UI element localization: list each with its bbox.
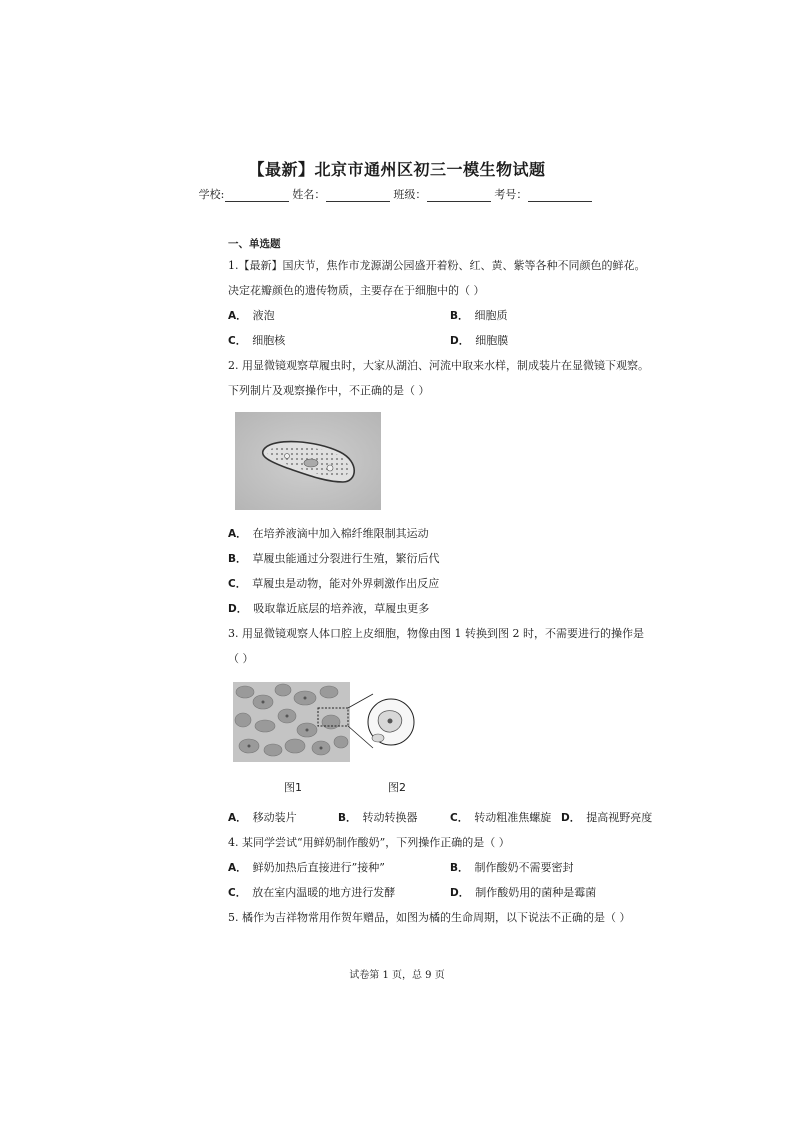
question-1-stem-line-2: 决定花瓣颜色的遗传物质，主要存在于细胞中的（ ） — [228, 284, 485, 297]
question-3-option-c: C． 转动粗准焦螺旋 — [450, 811, 552, 824]
epithelial-cells-figure — [233, 682, 415, 762]
figure-2-label: 图2 — [388, 781, 406, 794]
school-blank — [225, 190, 289, 202]
student-info-line — [0, 186, 794, 202]
question-1-option-a: A． 液泡 — [228, 309, 275, 322]
question-1-stem-line-1: 1.【最新】国庆节，焦作市龙源湖公园盛开着粉、红、黄、紫等各种不同颜色的鲜花。 — [228, 259, 646, 272]
name-label: 姓名： — [292, 188, 326, 201]
exam-no-blank — [528, 190, 592, 202]
question-2-stem-line-2: 下列制片及观察操作中，不正确的是（ ） — [228, 384, 430, 397]
question-4-option-a: A． 鲜奶加热后直接进行”接种” — [228, 861, 385, 874]
question-2-stem-line-1: 2. 用显微镜观察草履虫时，大家从湖泊、河流中取来水样，制成装片在显微镜下观察。 — [228, 359, 649, 372]
figure-1-label: 图1 — [284, 781, 302, 794]
question-1-option-b: B． 细胞质 — [450, 309, 508, 322]
epithelial-cells-image-icon — [233, 682, 415, 762]
question-2-option-b: B． 草履虫能通过分裂进行生殖，繁衍后代 — [228, 552, 440, 565]
page-title: 【最新】北京市通州区初三一模生物试题 — [248, 160, 546, 179]
class-blank — [427, 190, 491, 202]
question-3-option-d: D． 提高视野亮度 — [561, 811, 653, 824]
section-title: 一、单选题 — [228, 238, 281, 250]
question-4-option-b: B． 制作酸奶不需要密封 — [450, 861, 574, 874]
question-2-option-a: A． 在培养液滴中加入棉纤维限制其运动 — [228, 527, 429, 540]
question-3-stem-line-1: 3. 用显微镜观察人体口腔上皮细胞，物像由图 1 转换到图 2 时，不需要进行的操作是 — [228, 627, 644, 640]
question-3-stem-line-2: （ ） — [228, 652, 254, 665]
page-footer: 试卷第 1 页，总 9 页 — [349, 970, 445, 981]
question-3-option-a: A． 移动装片 — [228, 811, 297, 824]
question-4-stem-line-1: 4. 某同学尝试“用鲜奶制作酸奶”，下列操作正确的是（ ） — [228, 836, 510, 849]
paramecium-image-icon — [235, 412, 381, 510]
question-2-option-c: C． 草履虫是动物，能对外界刺激作出反应 — [228, 577, 440, 590]
paramecium-photo — [235, 412, 381, 510]
question-3-option-b: B． 转动转换器 — [338, 811, 418, 824]
question-4-option-c: C． 放在室内温暖的地方进行发酵 — [228, 886, 396, 899]
school-label: 学校: — [198, 188, 225, 201]
question-2-option-d: D． 吸取靠近底层的培养液，草履虫更多 — [228, 602, 430, 615]
name-blank — [326, 190, 390, 202]
question-5-stem-line-1: 5. 橘作为吉祥物常用作贺年赠品，如图为橘的生命周期，以下说法不正确的是（ ） — [228, 911, 631, 924]
question-1-option-d: D． 细胞膜 — [450, 334, 509, 347]
exam-no-label: 考号： — [494, 188, 528, 201]
question-1-option-c: C． 细胞核 — [228, 334, 286, 347]
class-label: 班级： — [393, 188, 427, 201]
question-4-option-d: D． 制作酸奶用的菌种是霉菌 — [450, 886, 597, 899]
